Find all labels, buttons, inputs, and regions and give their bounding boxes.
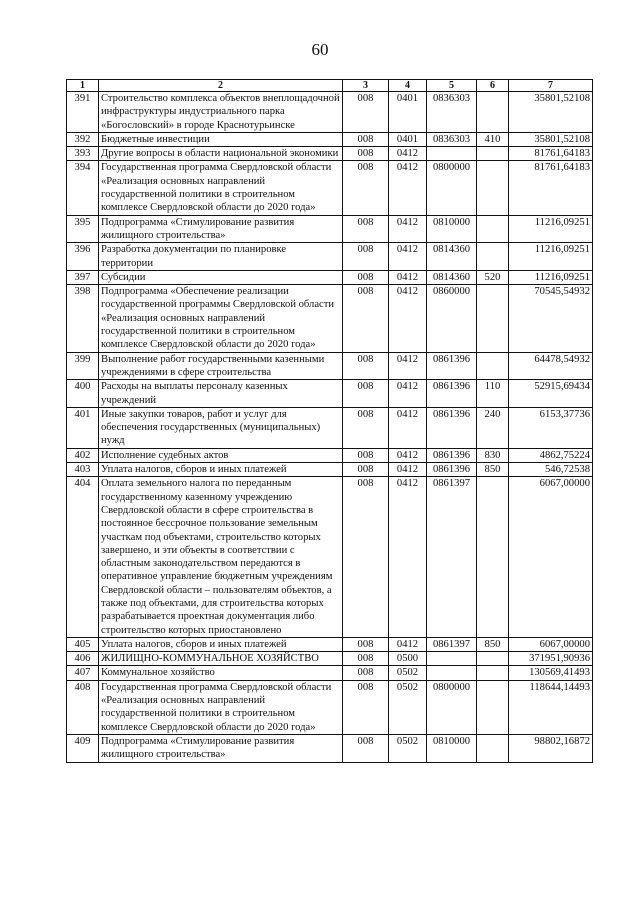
row-name-cell: Субсидии (99, 270, 343, 284)
expense-type-cell: 830 (477, 448, 509, 462)
ministry-code-cell: 008 (343, 243, 389, 271)
row-number-cell: 404 (67, 477, 99, 638)
row-number-cell: 401 (67, 407, 99, 448)
amount-cell: 64478,54932 (509, 352, 593, 380)
row-number-cell: 395 (67, 215, 99, 243)
section-code-cell: 0412 (389, 407, 427, 448)
target-article-cell: 0800000 (427, 161, 477, 215)
row-name-cell: Другие вопросы в области национальной экономики (99, 147, 343, 161)
table-row (67, 666, 593, 680)
section-code-cell: 0500 (389, 652, 427, 666)
row-name-cell: ЖИЛИЩНО-КОММУНАЛЬНОЕ ХОЗЯЙСТВО (99, 652, 343, 666)
target-article-cell: 0861397 (427, 637, 477, 651)
target-article-cell (427, 147, 477, 161)
row-name-cell: Исполнение судебных актов (99, 448, 343, 462)
row-number-cell: 409 (67, 734, 99, 762)
expense-type-cell (477, 734, 509, 762)
row-number-cell: 391 (67, 92, 99, 133)
table-header-row (67, 80, 593, 92)
target-article-cell: 0836303 (427, 92, 477, 133)
table-row (67, 407, 593, 448)
ministry-code-cell: 008 (343, 666, 389, 680)
ministry-code-cell: 008 (343, 652, 389, 666)
row-name-cell: Государственная программа Свердловской области «Реализация основных направлений государственной политики в строительном комплексе Свердловской области до 2020 года» (99, 680, 343, 734)
expense-type-cell: 240 (477, 407, 509, 448)
expense-type-cell (477, 147, 509, 161)
column-header: 3 (343, 80, 389, 92)
row-name-cell: Расходы на выплаты персоналу казенных учреждений (99, 380, 343, 408)
amount-cell: 11216,09251 (509, 270, 593, 284)
row-name-cell: Оплата земельного налога по переданным государственному казенному учреждению Свердловской области в сфере строительства в постоянное бессрочное пользование земельным участкам под объектами, строительство которых завершено, и эти объекты в соответствии с областным законодательством передаются в оперативное управление бюджетным учреждениям Свердловской области – пользователям объектов, а также под объектами, для строительства которых разрабатывается проектная документация либо строительство которых приостановлено (99, 477, 343, 638)
row-number-cell: 408 (67, 680, 99, 734)
expense-type-cell (477, 680, 509, 734)
row-name-cell: Подпрограмма «Стимулирование развития жилищного строительства» (99, 734, 343, 762)
target-article-cell: 0810000 (427, 734, 477, 762)
row-name-cell: Выполнение работ государственными казенными учреждениями в сфере строительства (99, 352, 343, 380)
column-header: 4 (389, 80, 427, 92)
ministry-code-cell: 008 (343, 215, 389, 243)
row-number-cell: 405 (67, 637, 99, 651)
section-code-cell: 0412 (389, 215, 427, 243)
row-number-cell: 393 (67, 147, 99, 161)
ministry-code-cell: 008 (343, 352, 389, 380)
section-code-cell: 0412 (389, 463, 427, 477)
amount-cell: 98802,16872 (509, 734, 593, 762)
row-name-cell: Бюджетные инвестиции (99, 132, 343, 146)
target-article-cell: 0861396 (427, 448, 477, 462)
table-row (67, 132, 593, 146)
ministry-code-cell: 008 (343, 92, 389, 133)
target-article-cell: 0800000 (427, 680, 477, 734)
amount-cell: 6067,00000 (509, 637, 593, 651)
section-code-cell: 0502 (389, 666, 427, 680)
column-header: 5 (427, 80, 477, 92)
amount-cell: 130569,41493 (509, 666, 593, 680)
row-number-cell: 402 (67, 448, 99, 462)
section-code-cell: 0412 (389, 380, 427, 408)
section-code-cell: 0401 (389, 92, 427, 133)
column-header: 2 (99, 80, 343, 92)
section-code-cell: 0502 (389, 734, 427, 762)
ministry-code-cell: 008 (343, 380, 389, 408)
ministry-code-cell: 008 (343, 285, 389, 352)
section-code-cell: 0401 (389, 132, 427, 146)
target-article-cell: 0810000 (427, 215, 477, 243)
column-header: 6 (477, 80, 509, 92)
amount-cell: 35801,52108 (509, 132, 593, 146)
target-article-cell (427, 652, 477, 666)
row-number-cell: 394 (67, 161, 99, 215)
ministry-code-cell: 008 (343, 637, 389, 651)
target-article-cell: 0861397 (427, 477, 477, 638)
amount-cell: 81761,64183 (509, 147, 593, 161)
amount-cell: 81761,64183 (509, 161, 593, 215)
target-article-cell: 0861396 (427, 463, 477, 477)
amount-cell: 371951,90936 (509, 652, 593, 666)
table-row (67, 352, 593, 380)
row-number-cell: 400 (67, 380, 99, 408)
amount-cell: 118644,14493 (509, 680, 593, 734)
table-row (67, 270, 593, 284)
table-row (67, 477, 593, 638)
row-name-cell: Уплата налогов, сборов и иных платежей (99, 463, 343, 477)
table-row (67, 147, 593, 161)
section-code-cell: 0412 (389, 243, 427, 271)
table-row (67, 652, 593, 666)
row-name-cell: Подпрограмма «Обеспечение реализации государственной программы Свердловской области «Реализация основных направлений государственной политики в строительном комплексе Свердловской области до 2020 года» (99, 285, 343, 352)
section-code-cell: 0412 (389, 147, 427, 161)
ministry-code-cell: 008 (343, 734, 389, 762)
expense-type-cell: 520 (477, 270, 509, 284)
target-article-cell (427, 666, 477, 680)
amount-cell: 11216,09251 (509, 243, 593, 271)
ministry-code-cell: 008 (343, 448, 389, 462)
amount-cell: 546,72538 (509, 463, 593, 477)
section-code-cell: 0412 (389, 352, 427, 380)
section-code-cell: 0412 (389, 448, 427, 462)
row-number-cell: 407 (67, 666, 99, 680)
expense-type-cell: 850 (477, 637, 509, 651)
table-row (67, 448, 593, 462)
target-article-cell: 0861396 (427, 407, 477, 448)
row-number-cell: 398 (67, 285, 99, 352)
table-body (67, 92, 593, 763)
row-number-cell: 406 (67, 652, 99, 666)
table-row (67, 161, 593, 215)
row-name-cell: Коммунальное хозяйство (99, 666, 343, 680)
section-code-cell: 0502 (389, 680, 427, 734)
ministry-code-cell: 008 (343, 147, 389, 161)
expense-type-cell (477, 652, 509, 666)
target-article-cell: 0861396 (427, 352, 477, 380)
ministry-code-cell: 008 (343, 463, 389, 477)
expense-type-cell (477, 215, 509, 243)
row-name-cell: Разработка документации по планировке территории (99, 243, 343, 271)
target-article-cell: 0814360 (427, 243, 477, 271)
table-row (67, 92, 593, 133)
row-number-cell: 403 (67, 463, 99, 477)
amount-cell: 6067,00000 (509, 477, 593, 638)
amount-cell: 35801,52108 (509, 92, 593, 133)
row-name-cell: Государственная программа Свердловской области «Реализация основных направлений государственной политики в строительном комплексе Свердловской области до 2020 года» (99, 161, 343, 215)
row-name-cell: Подпрограмма «Стимулирование развития жилищного строительства» (99, 215, 343, 243)
section-code-cell: 0412 (389, 285, 427, 352)
expense-type-cell (477, 285, 509, 352)
table-row (67, 463, 593, 477)
ministry-code-cell: 008 (343, 270, 389, 284)
expense-type-cell (477, 352, 509, 380)
column-header: 1 (67, 80, 99, 92)
expense-type-cell: 110 (477, 380, 509, 408)
table-row (67, 734, 593, 762)
target-article-cell: 0860000 (427, 285, 477, 352)
section-code-cell: 0412 (389, 477, 427, 638)
table-row (67, 243, 593, 271)
expense-type-cell: 410 (477, 132, 509, 146)
amount-cell: 11216,09251 (509, 215, 593, 243)
expense-type-cell (477, 666, 509, 680)
expense-type-cell (477, 92, 509, 133)
row-number-cell: 399 (67, 352, 99, 380)
amount-cell: 70545,54932 (509, 285, 593, 352)
target-article-cell: 0836303 (427, 132, 477, 146)
section-code-cell: 0412 (389, 161, 427, 215)
target-article-cell: 0814360 (427, 270, 477, 284)
table-row (67, 215, 593, 243)
budget-table (66, 79, 593, 763)
ministry-code-cell: 008 (343, 132, 389, 146)
row-name-cell: Строительство комплекса объектов внеплощадочной инфраструктуры индустриального парка «Богословский» в городе Краснотурьинске (99, 92, 343, 133)
table-row (67, 680, 593, 734)
table-row (67, 637, 593, 651)
expense-type-cell (477, 161, 509, 215)
row-number-cell: 397 (67, 270, 99, 284)
ministry-code-cell: 008 (343, 680, 389, 734)
column-header: 7 (509, 80, 593, 92)
table-row (67, 285, 593, 352)
page-number: 60 (311, 40, 329, 59)
row-name-cell: Иные закупки товаров, работ и услуг для обеспечения государственных (муниципальных) нужд (99, 407, 343, 448)
amount-cell: 52915,69434 (509, 380, 593, 408)
table-row (67, 380, 593, 408)
target-article-cell: 0861396 (427, 380, 477, 408)
row-name-cell: Уплата налогов, сборов и иных платежей (99, 637, 343, 651)
row-number-cell: 392 (67, 132, 99, 146)
amount-cell: 6153,37736 (509, 407, 593, 448)
row-number-cell: 396 (67, 243, 99, 271)
section-code-cell: 0412 (389, 637, 427, 651)
section-code-cell: 0412 (389, 270, 427, 284)
ministry-code-cell: 008 (343, 477, 389, 638)
ministry-code-cell: 008 (343, 407, 389, 448)
expense-type-cell (477, 477, 509, 638)
ministry-code-cell: 008 (343, 161, 389, 215)
amount-cell: 4862,75224 (509, 448, 593, 462)
expense-type-cell (477, 243, 509, 271)
expense-type-cell: 850 (477, 463, 509, 477)
